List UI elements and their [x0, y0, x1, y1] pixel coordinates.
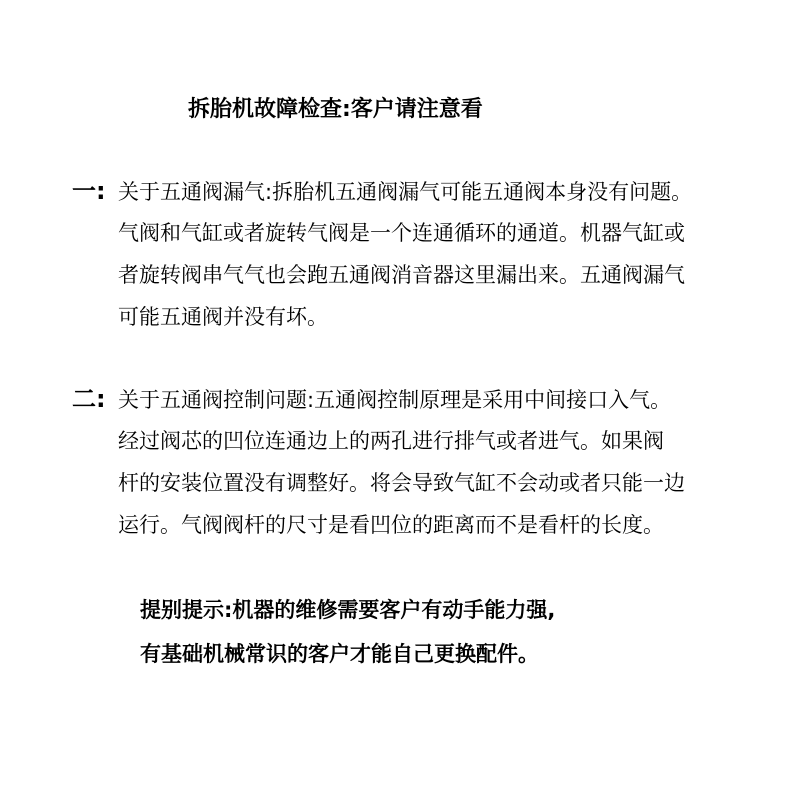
section-text: 者旋转阀串气气也会跑五通阀消音器这里漏出来。五通阀漏气: [118, 263, 685, 287]
section-line: [72, 468, 772, 510]
section-line: [72, 176, 772, 218]
tip-line: 有基础机械常识的客户才能自己更换配件。: [140, 642, 539, 666]
section-two: [72, 384, 772, 552]
section-line: [72, 426, 772, 468]
section-line: [72, 384, 772, 426]
section-line: [72, 218, 772, 260]
section-text: 可能五通阀并没有坏。: [118, 305, 328, 329]
section-text: 杆的安装位置没有调整好。将会导致气缸不会动或者只能一边: [118, 471, 685, 495]
section-line: [72, 260, 772, 302]
tip-line: 提别提示:机器的维修需要客户有动手能力强,: [140, 598, 556, 622]
section-one: [72, 176, 772, 344]
section-text: 经过阀芯的凹位连通边上的两孔进行排气或者进气。如果阀: [118, 429, 664, 453]
section-marker: 一:: [72, 177, 106, 205]
section-text: 关于五通阀控制问题:五通阀控制原理是采用中间接口入气。: [118, 388, 672, 412]
section-line: [72, 302, 772, 344]
section-text: 气阀和气缸或者旋转气阀是一个连通循环的通道。机器气缸或: [118, 221, 685, 245]
special-tip: [140, 594, 780, 682]
document-title: 拆胎机故障检查:客户请注意看: [188, 97, 483, 122]
section-text: 关于五通阀漏气:拆胎机五通阀漏气可能五通阀本身没有问题。: [118, 180, 693, 204]
section-text: 运行。气阀阀杆的尺寸是看凹位的距离而不是看杆的长度。: [118, 513, 664, 537]
section-line: [72, 510, 772, 552]
section-marker: 二:: [72, 385, 106, 413]
